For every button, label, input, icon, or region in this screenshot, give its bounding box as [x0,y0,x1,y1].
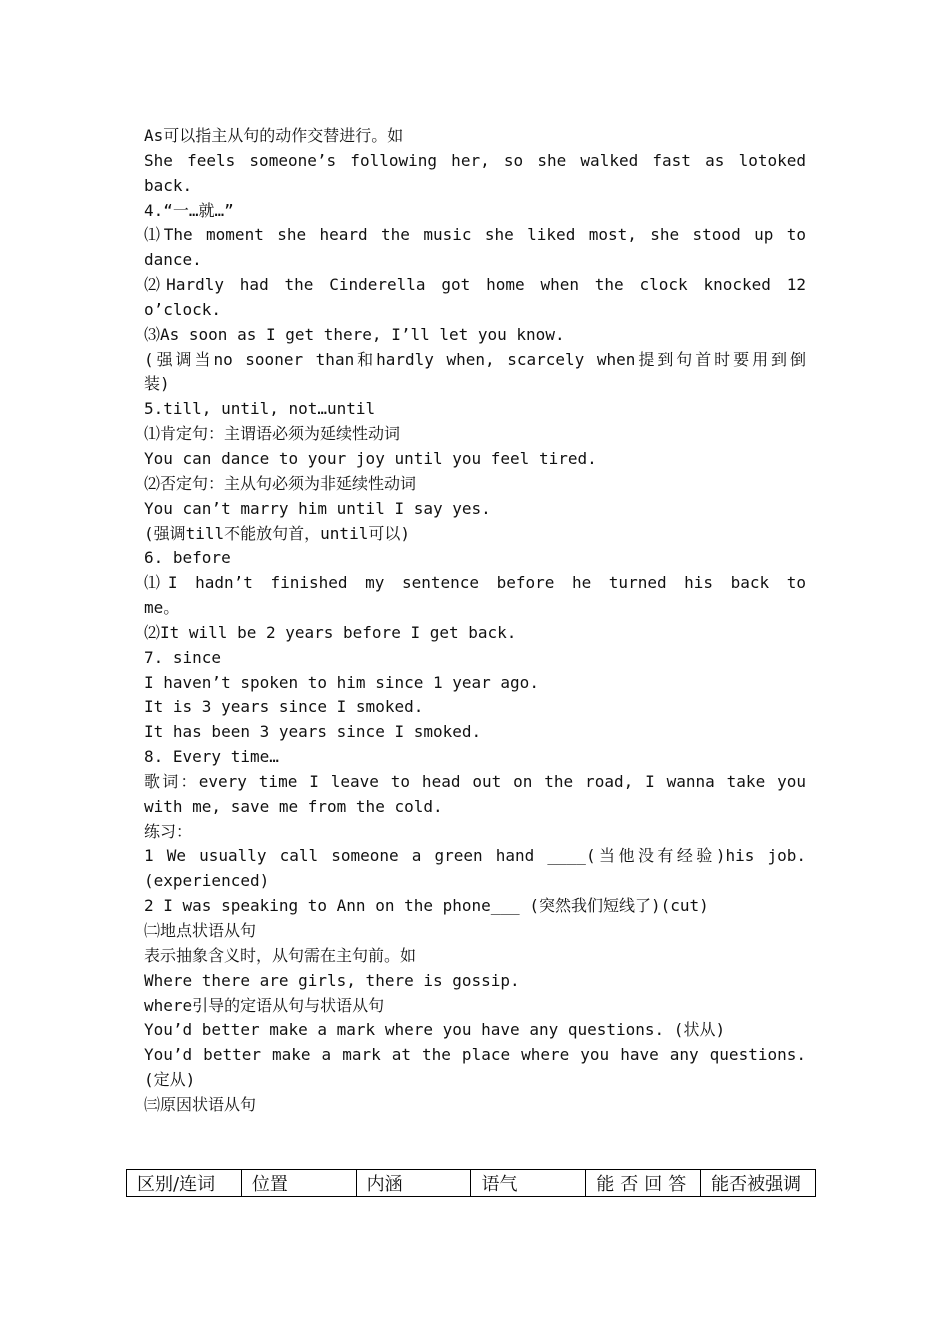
text-line: I haven’t spoken to him since 1 year ago. [144,672,539,692]
text-line: 装) [144,374,170,394]
text-line: 1 We usually call someone a green hand ____(当他没有经验)his job. [144,846,806,866]
table-header-row [127,1170,816,1197]
text-line: back. [144,175,193,195]
text-line: 8. Every time… [144,747,279,767]
text-line: It has been 3 years since I smoked. [144,722,482,742]
text-line: 练习： [144,821,193,841]
table-header-cell: 能否回答 [586,1170,701,1197]
text-line: dance. [144,250,202,270]
text-line: 7. since [144,647,222,667]
text-line: (强调till不能放句首，until可以) [144,523,410,543]
text-line: ⑵Hardly had the Cinderella got home when the clock knocked 12 [144,275,806,295]
text-line: ⑵It will be 2 years before I get back. [144,622,517,642]
table-header-cell: 语气 [471,1170,586,1197]
table-header-cell: 能否被强调 [701,1170,816,1197]
text-line: ⑵否定句：主从句必须为非延续性动词 [144,473,417,493]
text-line: Where there are girls, there is gossip. [144,970,520,990]
comparison-table [126,1169,816,1197]
text-line: You’d better make a mark at the place where you have any questions. [144,1045,806,1065]
text-line: It is 3 years since I smoked. [144,697,424,717]
text-line: You’d better make a mark where you have any questions. (状从) [144,1020,726,1040]
text-line: 6. before [144,548,231,568]
text-line: ㈢原因状语从句 [144,1094,257,1114]
text-line: ⑴The moment she heard the music she liked most, she stood up to [144,225,806,245]
text-line: with me, save me from the cold. [144,796,443,816]
text-line: ㈡地点状语从句 [144,921,257,940]
text-line: (强调当no sooner than和hardly when, scarcely when提到句首时要用到倒 [144,349,806,369]
text-line: (experienced) [144,871,270,891]
text-line: As可以指主从句的动作交替进行。如 [144,126,404,145]
text-line: o’clock. [144,299,222,319]
text-line: 歌词：every time I leave to head out on the road, I wanna take you [144,771,806,791]
text-line: ⑴肯定句：主谓语必须为延续性动词 [144,424,401,444]
text-line: 4.“一…就…” [144,200,234,220]
text-line: ⑶As soon as I get there, I’ll let you know. [144,324,565,344]
text-line: You can’t marry him until I say yes. [144,498,491,518]
text-line: (定从) [144,1070,196,1090]
text-line: 表示抽象含义时，从句需在主句前。如 [144,945,417,965]
table-header-cell: 位置 [241,1170,356,1197]
text-line: 5.till, until, not…until [144,399,376,419]
text-line: She feels someone’s following her, so she walked fast as lotoked [144,150,806,170]
text-line: me。 [144,598,180,618]
table-header-cell: 内涵 [356,1170,471,1197]
document-body [144,124,806,1118]
text-line: where引导的定语从句与状语从句 [144,995,385,1015]
text-line: 2 I was speaking to Ann on the phone___ (突然我们短线了)(cut) [144,896,709,916]
table-header-cell: 区别/连词 [127,1170,242,1197]
text-line: ⑴I hadn’t finished my sentence before he turned his back to [144,573,806,593]
text-line: You can dance to your joy until you feel tired. [144,448,597,468]
